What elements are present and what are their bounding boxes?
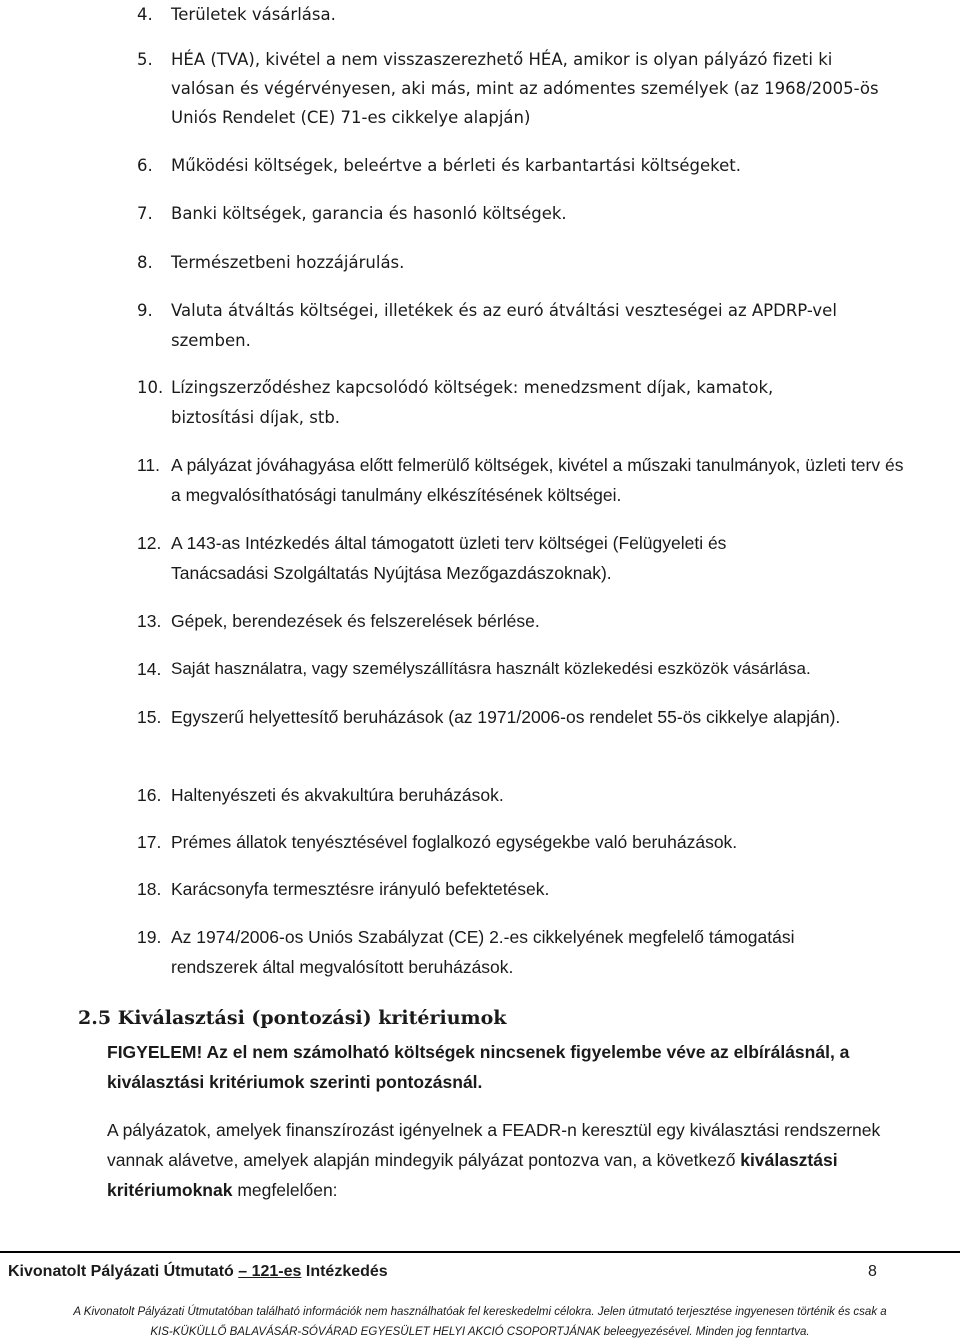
list-item-number: 4. [137,5,153,24]
footer-title-end: Intézkedés [301,1263,388,1280]
footer-title-start: Kivonatolt Pályázati Útmutató [8,1263,239,1280]
list-item-text: HÉA (TVA), kivétel a nem visszaszerezhető HÉA, amikor is olyan pályázó fizeti ki valósan és végérvényesen, aki más, mint az adómentes személyek (az 1968/2005-ös Uniós Rendelet (CE) 71-es cikkelye alapján) [171,50,879,127]
list-item-number: 7. [137,204,153,223]
list-item-text: Az 1974/2006-os Uniós Szabályzat (CE) 2.-es cikkelyének megfelelő támogatási rendszerek által megvalósított beruházások. [171,927,795,977]
list-item-text: Területek vásárlása. [171,5,336,24]
section-number: 2.5 [78,1007,112,1029]
list-item-text: Karácsonyfa termesztésre irányuló befektetések. [171,879,550,899]
list-item-text: Lízingszerződéshez kapcsolódó költségek: menedzsment díjak, kamatok, biztosítási díjak, stb. [171,378,774,427]
list-item-text: Saját használatra, vagy személyszállításra használt közlekedési eszközök vásárlása. [171,659,811,678]
footer-disclaimer-line-1: A Kivonatolt Pályázati Útmutatóban található információk nem használhatóak fel kereskedelmi célokra. Jelen útmutató terjesztése ingyenesen történik és csak a [73,1306,887,1318]
list-item-number: 16. [137,785,162,805]
page-number: 8 [868,1263,877,1280]
paragraph-text-end: megfelelően: [232,1180,338,1200]
paragraph-bold-text: kiválasztási kritériumoknak [107,1150,838,1200]
attention-notice: FIGYELEM! Az el nem számolható költségek nincsenek figyelembe véve az elbírálásnál, a kiválasztási kritériumok szerinti pontozásnál. [107,1042,850,1092]
list-item-text: Működési költségek, beleértve a bérleti és karbantartási költségeket. [171,156,741,175]
paragraph-text: A pályázatok, amelyek finanszírozást igényelnek a FEADR-n keresztül egy kiválasztási rendszernek vannak alávetve, amelyek alapján mindegyik pályázat pontozva van, a következő [107,1120,881,1170]
footer-title-underlined: – 121-es [238,1263,302,1280]
list-item-number: 12. [137,533,162,553]
list-item-text: Egyszerű helyettesítő beruházások (az 1971/2006-os rendelet 55-ös cikkelye alapján). [171,707,841,727]
list-item-number: 17. [137,832,162,852]
list-item-number: 10. [137,378,164,397]
list-item-number: 11. [137,455,161,475]
list-item-text: Banki költségek, garancia és hasonló költségek. [171,204,567,223]
list-item-number: 14. [137,659,162,679]
list-item-number: 15. [137,707,162,727]
footer-divider [0,1251,960,1253]
list-item-text: Valuta átváltás költségei, illetékek és az euró átváltási veszteségei az APDRP-vel szemben. [171,301,837,350]
list-item-text: Gépek, berendezések és felszerelések bérlése. [171,611,540,631]
list-item-number: 13. [137,611,162,631]
list-item-number: 8. [137,253,153,272]
list-item-text: Természetbeni hozzájárulás. [171,253,405,272]
footer-title [8,1258,388,1286]
list-item-number: 18. [137,879,162,899]
list-item-number: 5. [137,50,153,69]
selection-paragraph [107,1115,897,1205]
section-heading [78,1003,506,1033]
list-item-text: A pályázat jóváhagyása előtt felmerülő költségek, kivétel a műszaki tanulmányok, üzleti terv és a megvalósíthatósági tanulmány elkészítésének költségei. [171,455,904,505]
section-title: Kiválasztási (pontozási) kritériumok [117,1007,507,1029]
list-item-text: Prémes állatok tenyésztésével foglalkozó egységekbe való beruházások. [171,832,738,852]
list-item-number: 6. [137,156,153,175]
list-item-text: Haltenyészeti és akvakultúra beruházások. [171,785,504,805]
list-item-text: A 143-as Intézkedés által támogatott üzleti terv költségei (Felügyeleti és Tanácsadási Szolgáltatás Nyújtása Mezőgazdászoknak). [171,533,727,583]
list-item-number: 9. [137,301,153,320]
footer-disclaimer-line-2: KIS-KÜKÜLLŐ BALAVÁSÁR-SÓVÁRAD EGYESÜLET HELYI AKCIÓ CSOPORTJÁNAK beleegyezésével. Minden jog fenntartva. [150,1326,810,1338]
list-item-number: 19. [137,927,162,947]
